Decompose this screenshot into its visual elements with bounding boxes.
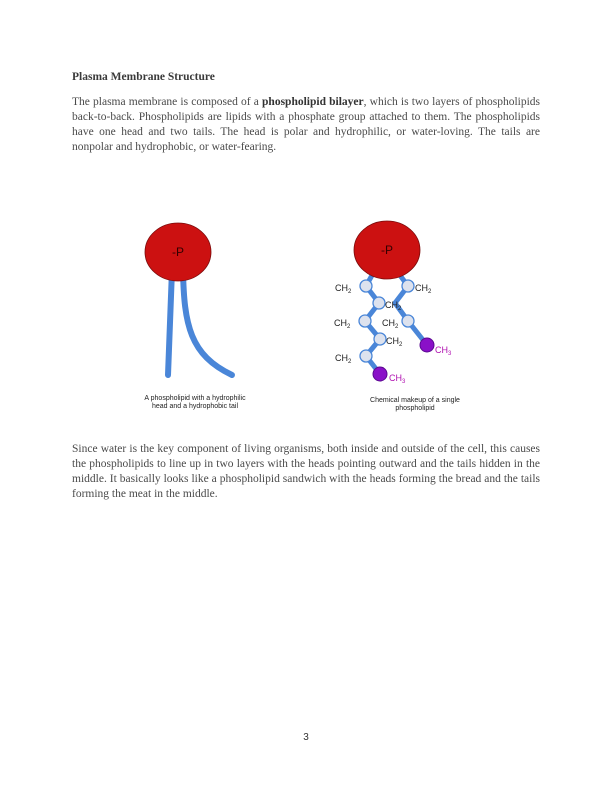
ch2-label: $CH_2$ <box>385 300 402 312</box>
left-head-label: -P <box>172 245 184 259</box>
ch3-node <box>373 367 387 381</box>
chemical-phospholipid <box>334 221 452 385</box>
ch2-node <box>373 297 385 309</box>
ch3-label: $CH_3$ <box>389 373 406 385</box>
section-heading: Plasma Membrane Structure <box>72 71 215 83</box>
caption-simple-phospholipid: A phospholipid with a hydrophilic head and a hydrophobic tail <box>144 395 246 410</box>
ch2-label: $CH_2$ <box>382 318 399 330</box>
ch2-label: $CH_2$ <box>335 353 352 365</box>
right-head-label: -P <box>381 243 393 257</box>
ch2-node <box>360 350 372 362</box>
ch2-node <box>374 333 386 345</box>
simple-phospholipid <box>145 223 232 375</box>
ch2-label: $CH_2$ <box>386 336 403 348</box>
ch2-label: $CH_2$ <box>415 283 432 295</box>
ch2-label: $CH_2$ <box>335 283 352 295</box>
ch2-node <box>359 315 371 327</box>
intro-paragraph <box>72 95 540 155</box>
bilayer-paragraph: Since water is the key component of living organisms, both inside and outside of the cell, this causes the phospholipids to line up in two layers with the heads pointing outward and the tails hidden in the middle. It basically looks like a phospholipid sandwich with the heads forming the bread and the tails forming the meat in the middle. <box>72 443 540 500</box>
ch3-label: $CH_3$ <box>435 345 452 357</box>
para1-text-end: , which is two layers of phospholipids back-to-back. Phospholipids are lipids with a phosphate group attached to them. The phospholipids have one head and two tails. The head is polar and hydrophilic, or water-loving. The tails are nonpolar and hydrophobic, or water-fearing. <box>72 96 541 153</box>
ch3-node <box>420 338 434 352</box>
page-number: 3 <box>303 732 309 743</box>
caption-chemical-phospholipid: Chemical makeup of a single phospholipid <box>370 397 460 412</box>
ch2-node <box>360 280 372 292</box>
left-tail-bent <box>183 270 232 375</box>
ch2-label: $CH_2$ <box>334 318 351 330</box>
ch2-node <box>402 315 414 327</box>
para1-text-start: The plasma membrane is composed of a <box>72 96 263 108</box>
ch2-node <box>402 280 414 292</box>
phospholipid-figure <box>0 215 612 430</box>
left-tail-straight <box>168 270 172 375</box>
bold-term: phospholipid bilayer <box>262 96 364 108</box>
